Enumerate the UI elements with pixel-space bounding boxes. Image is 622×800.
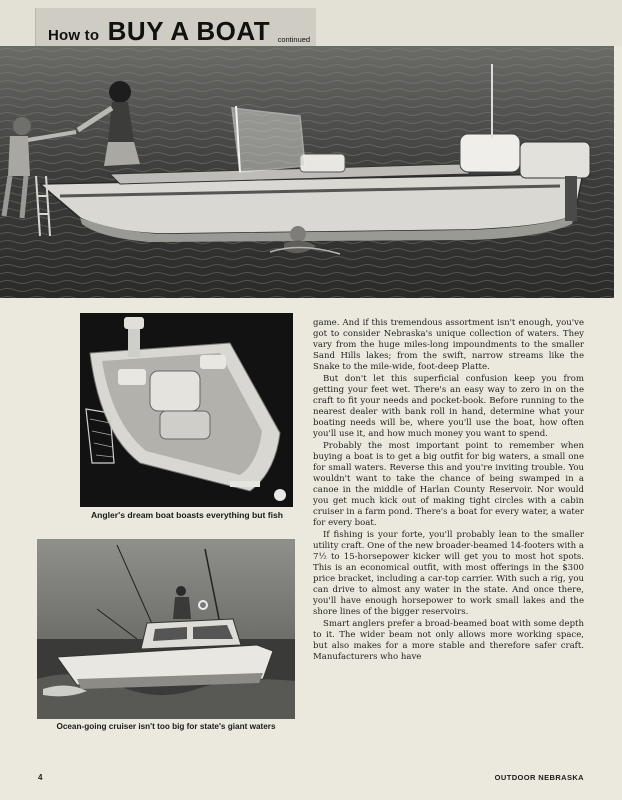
page-title	[48, 16, 310, 47]
article-paragraph-1: game. And if this tremendous assortment isn't enough, you've got to consider Nebraska's unique collection of waters. They vary from the huge miles-long impoundments to the smaller Sand Hills lakes; from the swift, narrow streams like the Snake to the mile-wide, foot-deep Platte.	[313, 318, 584, 373]
lake-boat-illustration	[0, 46, 614, 298]
magazine-name: OUTDOOR NEBRASKA	[494, 773, 584, 782]
article-paragraph-4: If fishing is your forte, you'll probably lean to the smaller utility craft. One of the new broader-beamed 14-footers with a 7½ to 15-horsepower kicker will get you to most hot spots. This is an economical outfit, with most offerings in the $300 price bracket, including a car-top carrier. With such a rig, you can drive to almost any water in the state. And once there, you'll have enough horsepower to work small lakes and the shore lines of the bigger reservoirs.	[313, 529, 584, 617]
cruiser-illustration	[37, 539, 295, 719]
anglers-boat-photo	[80, 313, 293, 507]
page-number: 4	[38, 773, 43, 782]
anglers-boat-illustration	[80, 313, 293, 507]
article-body	[313, 318, 584, 663]
caption-anglers-boat: Angler's dream boat boasts everything but fish	[90, 510, 284, 520]
title-how-to: How to	[48, 27, 100, 44]
title-continued: continued	[277, 35, 311, 44]
lake-boat-photo	[0, 46, 614, 298]
caption-cruiser: Ocean-going cruiser isn't too big for state's giant waters	[56, 722, 276, 731]
article-paragraph-5: Smart anglers prefer a broad-beamed boat with some depth to it. The wider beam not only allows more working space, but also makes for a more stable and therefore safer craft. Manufacturers who have	[313, 618, 584, 662]
cruiser-photo	[37, 539, 295, 719]
article-paragraph-2: But don't let this superficial confusion keep you from getting your feet wet. There's an easy way to zero in on the craft to fit your needs and pocket-book. Before running to the nearest dealer with bank roll in hand, determine what your boating needs will be, where you'll use the boat, how often you'll use it, and how much money you want to spend.	[313, 373, 584, 440]
article-paragraph-3: Probably the most important point to remember when buying a boat is to get a big outfit for big waters, a small one for small waters. Reverse this and you're inviting trouble. You wouldn't want to take the chance of being swamped in a canoe in the middle of Harlan County Reservoir. Nor would you get much kick out of making tight circles with a cabin cruiser in a farm pond. There's a boat for every water, a water for every boat.	[313, 440, 584, 529]
title-buy-a-boat: BUY A BOAT	[107, 16, 271, 46]
